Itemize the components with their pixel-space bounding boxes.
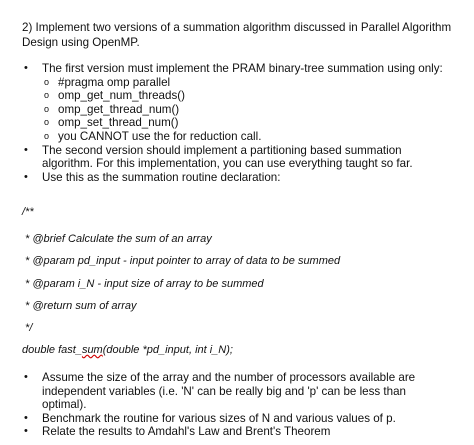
list-item <box>0 171 452 185</box>
list-item <box>0 144 452 171</box>
bullet-icon: • <box>24 143 28 156</box>
sub-list-item-text: #pragma omp parallel <box>58 75 171 89</box>
bullet-icon: • <box>24 170 28 183</box>
list-item-text: Relate the results to Amdahl's Law and Brent's Theorem <box>42 425 331 439</box>
doc-comment-param-input: * @param pd_input - input pointer to array of data to be summed <box>22 255 341 267</box>
list-item-text: Benchmark the routine for various sizes of N and various values of p. <box>42 411 396 425</box>
list-item <box>0 371 452 412</box>
question-heading: 2) Implement two versions of a summation algorithm discussed in Parallel Algorithm Design using OpenMP. <box>22 21 452 49</box>
bullet-icon: • <box>24 411 28 424</box>
circle-bullet-icon: o <box>44 103 50 114</box>
list-item-text: The first version must implement the PRAM binary-tree summation using only: <box>42 62 443 75</box>
sub-list-item <box>42 116 452 130</box>
sub-list-item-text: omp_get_thread_num() <box>58 102 180 116</box>
sub-list <box>42 76 452 144</box>
circle-bullet-icon: o <box>44 130 50 141</box>
requirements-list <box>0 62 474 184</box>
list-item <box>0 412 452 426</box>
doc-comment-return: * @return sum of array <box>22 300 137 312</box>
function-declaration <box>22 344 233 357</box>
spellcheck-underlined-word: sum <box>81 344 103 356</box>
sub-list-item-text: you CANNOT use the for reduction call. <box>58 129 262 143</box>
list-item-text: Assume the size of the array and the number of processors available are independent variables (i.e. 'N' can be really big and 'p' can be less than optimal). <box>42 371 416 412</box>
circle-bullet-icon: o <box>44 117 50 128</box>
sub-list-item <box>42 130 452 144</box>
list-item-text: The second version should implement a partitioning based summation algorithm. For this implementation, you can use everything taught so far. <box>42 143 413 171</box>
doc-comment-open: /** <box>22 206 34 218</box>
list-item <box>0 62 452 144</box>
sub-list-item-text: omp_get_num_threads() <box>58 89 185 103</box>
doc-comment-close: */ <box>22 322 33 334</box>
bullet-icon: • <box>24 425 28 438</box>
sub-list-item-text: omp_set_thread_num() <box>58 116 179 130</box>
sub-list-item <box>42 76 452 90</box>
sub-list-item <box>42 103 452 117</box>
list-item <box>0 425 452 439</box>
declaration-prefix: double fast_ <box>22 344 82 356</box>
sub-list-item <box>42 89 452 103</box>
assumptions-list <box>0 371 474 439</box>
doc-comment-param-size: * @param i_N - input size of array to be summed <box>22 278 264 290</box>
list-item-text: Use this as the summation routine declaration: <box>42 170 281 184</box>
circle-bullet-icon: o <box>44 76 50 87</box>
circle-bullet-icon: o <box>44 90 50 101</box>
declaration-suffix: (double *pd_input, int i_N); <box>102 344 233 356</box>
doc-comment-brief: * @brief Calculate the sum of an array <box>22 233 212 245</box>
bullet-icon: • <box>24 371 28 383</box>
bullet-icon: • <box>24 62 28 74</box>
